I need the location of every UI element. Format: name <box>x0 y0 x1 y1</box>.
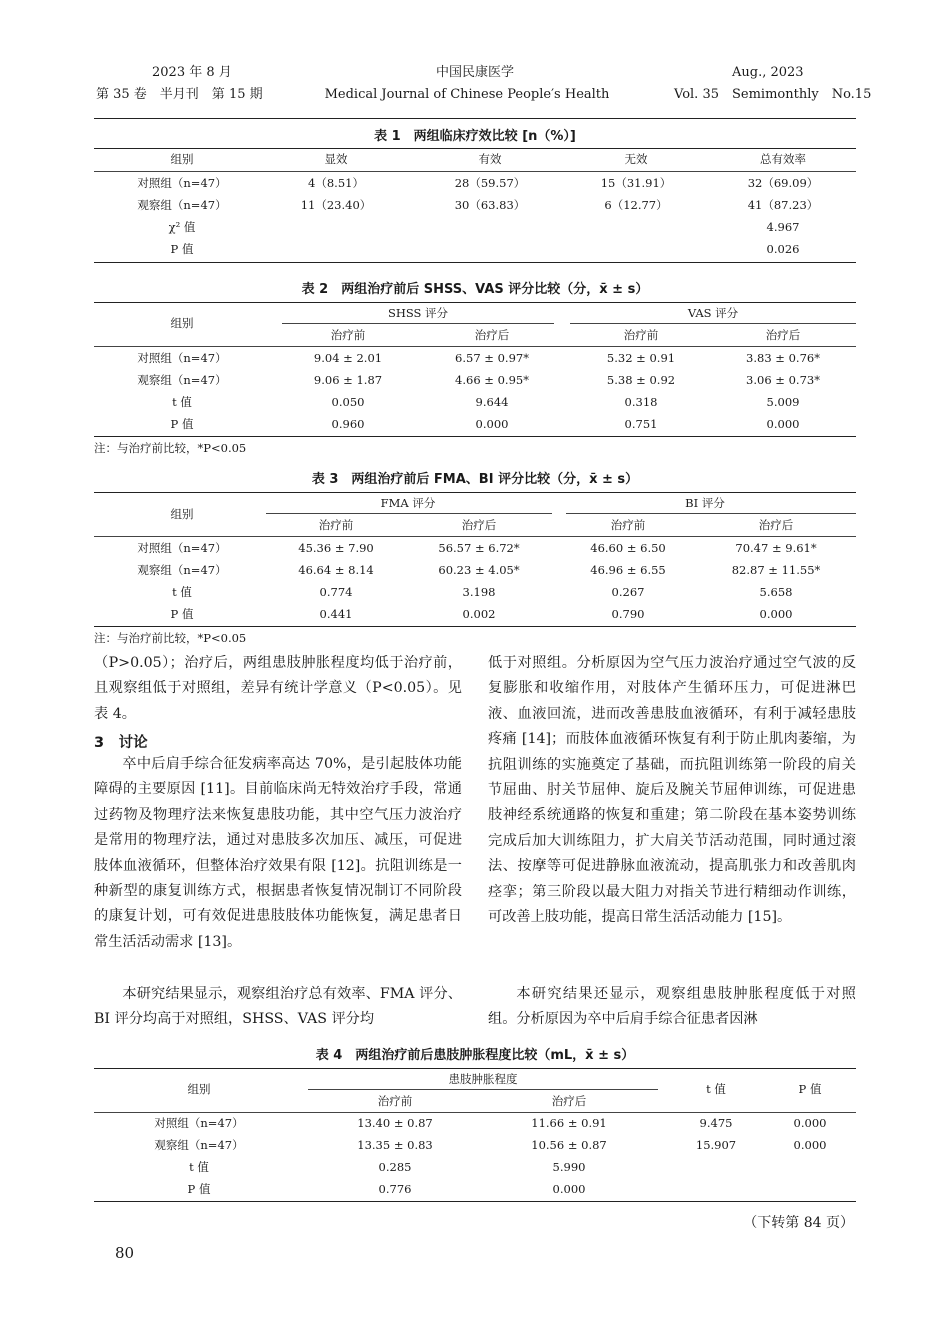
header-date-en: Aug., 2023 <box>732 65 804 80</box>
table4-header-p: P 值 <box>798 1082 822 1096</box>
table3-row-obs-c4: 82.87 ± 11.55* <box>731 563 821 577</box>
table4-sub-before: 治疗前 <box>377 1094 413 1108</box>
left-paragraph-discussion: 卒中后肩手综合征发病率高达 70%，是引起肢体功能障碍的主要原因 [11]。目前临床尚无特效治疗手段，常通过药物及物理疗法来恢复患肢功能，其中空气压力波治疗是常用的物理疗法，通过对患肢多次加压、减压，可促进肢体血液循环，但整体治疗效果有限 [12]。抗阻训练是一种新型的康复训练方式，根据患者恢复情况制订不同阶段的康复计划，可有效促进患肢肢体功能恢复，满足患者日常生活活动需求 [13]。 <box>94 756 462 950</box>
table3-row-t-c2: 3.198 <box>462 585 496 599</box>
section-heading-discussion: 3 讨论 <box>94 735 148 751</box>
table4-row-control-group: 对照组（n=47） <box>154 1116 244 1130</box>
table3-span-rule-bi <box>566 513 856 514</box>
table2-row-control-c1: 9.04 ± 2.01 <box>313 351 383 365</box>
table3-row-control-c3: 46.60 ± 6.50 <box>590 541 666 555</box>
table2-row-t-c1: 0.050 <box>331 395 365 409</box>
right-paragraph-swelling: 本研究结果还显示，观察组患肢肿胀程度低于对照组。分析原因为卒中后肩手综合征患者因淋 <box>488 986 856 1028</box>
table1-p-label: P 值 <box>170 242 194 256</box>
table4-top-rule <box>94 1068 856 1069</box>
table1-row-obs-total: 41（87.23） <box>747 198 819 212</box>
header-rule <box>94 118 856 119</box>
header-journal-cn: 中国民康医学 <box>435 65 515 80</box>
table1-row-control-group: 对照组（n=47） <box>137 176 227 190</box>
table2-row-t-c3: 0.318 <box>624 395 658 409</box>
table3-sub-after-2: 治疗后 <box>758 518 794 532</box>
table2-row-control-c4: 3.83 ± 0.76* <box>746 351 820 365</box>
table1-caption: 表 1 两组临床疗效比较 [n（%）] <box>374 129 576 144</box>
table1-row-obs-group: 观察组（n=47） <box>137 198 227 212</box>
table2-row-p-group: P 值 <box>170 417 194 431</box>
table4-row-obs-group: 观察组（n=47） <box>154 1138 244 1152</box>
table2-header-rule <box>94 346 856 347</box>
table4-caption: 表 4 两组治疗前后患肢肿胀程度比较（mL，x̄ ± s） <box>315 1048 635 1063</box>
table4-row-obs-after: 10.56 ± 0.87 <box>531 1138 607 1152</box>
left-paragraph-results-summary: 本研究结果显示，观察组治疗总有效率、FMA 评分、BI 评分均高于对照组，SHSS、VAS 评分均 <box>94 986 462 1028</box>
table2-row-p-c1: 0.960 <box>331 417 365 431</box>
table1-chi-label: χ² 值 <box>168 220 196 234</box>
header-journal-en: Medical Journal of Chinese People′s Health <box>324 87 610 102</box>
table3-span-rule-fma <box>266 513 552 514</box>
table2-caption: 表 2 两组治疗前后 SHSS、VAS 评分比较（分，x̄ ± s） <box>301 282 649 297</box>
table3-row-t-c3: 0.267 <box>611 585 645 599</box>
table3-span-bi: BI 评分 <box>685 496 725 510</box>
table4-span-swelling: 患肢肿胀程度 <box>448 1072 518 1086</box>
table3-sub-after-1: 治疗后 <box>461 518 497 532</box>
table2-span-rule-vas <box>570 323 856 324</box>
table2-row-t-c4: 5.009 <box>766 395 800 409</box>
table3-row-control-c1: 45.36 ± 7.90 <box>298 541 374 555</box>
table1-bottom-rule <box>94 262 856 263</box>
table3-row-t-c4: 5.658 <box>759 585 793 599</box>
table4-row-obs-p: 0.000 <box>793 1138 827 1152</box>
table1-row-control-total: 32（69.09） <box>747 176 819 190</box>
table2-row-obs-group: 观察组（n=47） <box>137 373 227 387</box>
table3-row-obs-c2: 60.23 ± 4.05* <box>438 563 520 577</box>
table2-row-control-group: 对照组（n=47） <box>137 351 227 365</box>
table2-note: 注：与治疗前比较，*P<0.05 <box>94 441 247 455</box>
table4-row-p-before: 0.776 <box>378 1182 412 1196</box>
table2-row-control-c2: 6.57 ± 0.97* <box>455 351 529 365</box>
table2-span-rule-shss <box>282 323 554 324</box>
left-paragraph-results: （P>0.05）；治疗后，两组患肢肿胀程度均低于治疗前，且观察组低于对照组，差异有统计学意义（P<0.05）。见表 4。 <box>94 655 462 722</box>
table3-row-p-c3: 0.790 <box>611 607 645 621</box>
table3-sub-before-1: 治疗前 <box>318 518 354 532</box>
table2-row-p-c4: 0.000 <box>766 417 800 431</box>
table2-sub-after-2: 治疗后 <box>765 328 801 342</box>
table3-bottom-rule <box>94 626 856 627</box>
table3-row-control-group: 对照组（n=47） <box>137 541 227 555</box>
table2-top-rule <box>94 302 856 303</box>
table4-row-obs-t: 15.907 <box>695 1138 737 1152</box>
table3-row-control-c2: 56.57 ± 6.72* <box>438 541 520 555</box>
table4-row-control-after: 11.66 ± 0.91 <box>531 1116 607 1130</box>
table3-span-fma: FMA 评分 <box>380 496 436 510</box>
table3-row-obs-group: 观察组（n=47） <box>137 563 227 577</box>
table1-header-effective: 有效 <box>478 152 502 166</box>
table4-row-t-group: t 值 <box>189 1160 209 1174</box>
table3-top-rule <box>94 492 856 493</box>
table3-header-rule <box>94 536 856 537</box>
table4-row-control-before: 13.40 ± 0.87 <box>357 1116 433 1130</box>
table1-top-rule <box>94 148 856 149</box>
table1-header-marked: 显效 <box>324 152 348 166</box>
table1-row-obs-marked: 11（23.40） <box>300 198 372 212</box>
table2-row-obs-c4: 3.06 ± 0.73* <box>746 373 820 387</box>
table4-row-t-before: 0.285 <box>378 1160 412 1174</box>
table2-row-obs-c2: 4.66 ± 0.95* <box>455 373 529 387</box>
table1-row-control-effective: 28（59.57） <box>454 176 526 190</box>
table4-row-p-after: 0.000 <box>552 1182 586 1196</box>
table2-sub-before-1: 治疗前 <box>330 328 366 342</box>
right-paragraph-analysis: 低于对照组。分析原因为空气压力波治疗通过空气波的反复膨胀和收缩作用，对肢体产生循环压力，可促进淋巴液、血液回流，进而改善患肢血液循环，有利于减轻患肢疼痛 [14]；而肢体血液循环恢复有利于防止肌肉萎缩，为抗阻训练的实施奠定了基础，而抗阻训练第一阶段的肩关节屈曲、肘关节屈伸、旋后及腕关节屈伸训练，可促进患肢神经系统通路的恢复和重建；第二阶段在基本姿势训练完成后加大训练阻力，扩大肩关节活动范围，同时通过滚法、按摩等可促进静脉血液流动，提高肌张力和改善肌肉痉挛；第三阶段以最大阻力对指关节进行精细动作训练，可改善上肢功能，提高日常生活活动能力 [15]。 <box>488 655 856 926</box>
page-number: 80 <box>115 1244 135 1262</box>
table2-span-shss: SHSS 评分 <box>387 306 449 320</box>
table2-sub-before-2: 治疗前 <box>623 328 659 342</box>
table1-p-value: 0.026 <box>766 242 800 256</box>
table1-header-rule <box>94 171 856 172</box>
table3-row-p-group: P 值 <box>170 607 194 621</box>
header-date-cn: 2023 年 8 月 <box>152 65 232 80</box>
table1-row-obs-effective: 30（63.83） <box>454 198 526 212</box>
table3-row-obs-c1: 46.64 ± 8.14 <box>298 563 374 577</box>
table4-row-t-after: 5.990 <box>552 1160 586 1174</box>
header-issue-cn: 第 35 卷 半月刊 第 15 期 <box>96 87 263 102</box>
table4-bottom-rule <box>94 1201 856 1202</box>
table3-row-t-c1: 0.774 <box>319 585 353 599</box>
table3-row-p-c1: 0.441 <box>319 607 353 621</box>
table1-row-obs-ineffective: 6（12.77） <box>604 198 668 212</box>
table1-header-group: 组别 <box>170 152 194 166</box>
table2-row-control-c3: 5.32 ± 0.91 <box>606 351 676 365</box>
table3-row-t-group: t 值 <box>172 585 192 599</box>
table2-row-t-c2: 9.644 <box>475 395 509 409</box>
table1-chi-value: 4.967 <box>766 220 800 234</box>
table4-span-rule <box>308 1089 658 1090</box>
table4-header-group: 组别 <box>187 1082 211 1096</box>
continued-notice: （下转第 84 页） <box>743 1215 854 1231</box>
table2-row-p-c2: 0.000 <box>475 417 509 431</box>
table3-row-control-c4: 70.47 ± 9.61* <box>735 541 817 555</box>
table4-row-obs-before: 13.35 ± 0.83 <box>357 1138 433 1152</box>
table2-row-obs-c3: 5.38 ± 0.92 <box>606 373 676 387</box>
table3-row-p-c2: 0.002 <box>462 607 496 621</box>
table4-header-t: t 值 <box>706 1082 726 1096</box>
table2-header-group: 组别 <box>170 316 194 330</box>
table4-row-control-t: 9.475 <box>699 1116 733 1130</box>
table4-row-control-p: 0.000 <box>793 1116 827 1130</box>
table2-row-obs-c1: 9.06 ± 1.87 <box>313 373 383 387</box>
table3-row-p-c4: 0.000 <box>759 607 793 621</box>
table2-span-vas: VAS 评分 <box>687 306 739 320</box>
table3-header-group: 组别 <box>170 507 194 521</box>
table1-header-total: 总有效率 <box>760 152 806 166</box>
table2-bottom-rule <box>94 436 856 437</box>
table4-row-p-group: P 值 <box>187 1182 211 1196</box>
table4-header-rule <box>94 1112 856 1113</box>
table1-row-control-ineffective: 15（31.91） <box>600 176 672 190</box>
table3-row-obs-c3: 46.96 ± 6.55 <box>590 563 666 577</box>
table3-note: 注：与治疗前比较，*P<0.05 <box>94 631 247 645</box>
table2-sub-after-1: 治疗后 <box>474 328 510 342</box>
table2-row-t-group: t 值 <box>172 395 192 409</box>
table1-header-ineffective: 无效 <box>624 152 648 166</box>
table4-sub-after: 治疗后 <box>551 1094 587 1108</box>
table3-sub-before-2: 治疗前 <box>610 518 646 532</box>
header-issue-en: Vol. 35 Semimonthly No.15 <box>674 87 872 102</box>
table1-row-control-marked: 4（8.51） <box>308 176 364 190</box>
table2-row-p-c3: 0.751 <box>624 417 658 431</box>
table3-caption: 表 3 两组治疗前后 FMA、BI 评分比较（分，x̄ ± s） <box>311 472 639 487</box>
